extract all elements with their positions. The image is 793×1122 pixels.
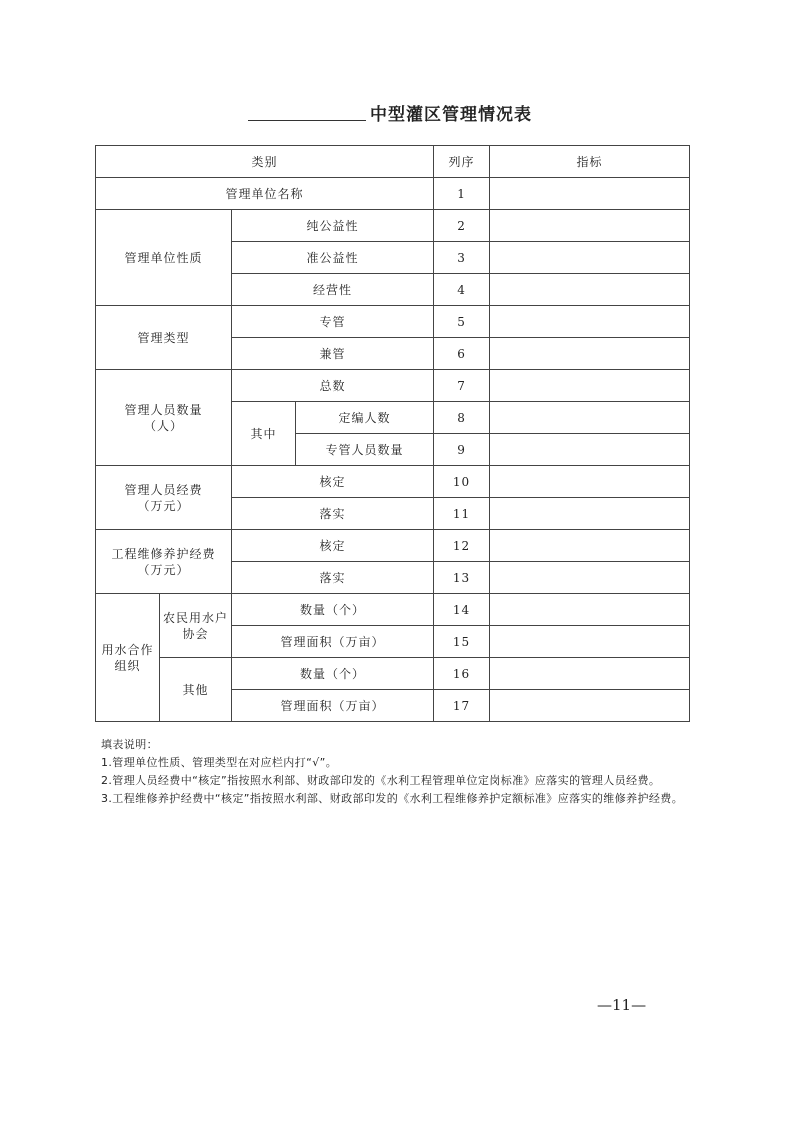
other-org-label: 其他 [160,658,232,722]
unit-nature-label: 管理单位性质 [96,210,232,306]
row-label: 核定 [232,466,434,498]
seq-cell: 6 [434,338,490,370]
table-row [96,658,690,690]
table-row [96,594,690,626]
indicator-cell[interactable] [490,434,690,466]
row-label: 专管人员数量 [296,434,434,466]
seq-cell: 14 [434,594,490,626]
row-label: 核定 [232,530,434,562]
row-label: 总数 [232,370,434,402]
farmer-assoc-label-l2: 协会 [182,626,209,641]
indicator-cell[interactable] [490,178,690,210]
indicator-cell[interactable] [490,274,690,306]
indicator-cell[interactable] [490,338,690,370]
row-label: 专管 [232,306,434,338]
seq-cell: 10 [434,466,490,498]
indicator-cell[interactable] [490,370,690,402]
of-which-label: 其中 [232,402,296,466]
table-header-row [96,146,690,178]
title-blank-line [248,120,366,121]
water-org-label-l1: 用水合作 [101,642,154,657]
table-row [96,530,690,562]
row-label: 定编人数 [296,402,434,434]
seq-cell: 15 [434,626,490,658]
staff-label [96,370,232,466]
unit-name-label: 管理单位名称 [96,178,434,210]
row-label: 纯公益性 [232,210,434,242]
note-item: 3.工程维修养护经费中“核定”指按照水利部、财政部印发的《水利工程维修养护定额标准》应落实的维修养护经费。 [101,792,684,805]
table-row [96,306,690,338]
indicator-cell[interactable] [490,466,690,498]
row-label: 准公益性 [232,242,434,274]
table-row [96,178,690,210]
seq-cell: 7 [434,370,490,402]
page-title: 中型灌区管理情况表 [370,105,532,125]
indicator-cell[interactable] [490,626,690,658]
seq-cell: 16 [434,658,490,690]
maint-funds-label-unit: （万元） [137,562,190,577]
row-label: 管理面积（万亩） [232,626,434,658]
indicator-cell[interactable] [490,402,690,434]
indicator-cell[interactable] [490,242,690,274]
seq-cell: 17 [434,690,490,722]
farmer-assoc-label [160,594,232,658]
staff-funds-label [96,466,232,530]
seq-cell: 12 [434,530,490,562]
seq-cell: 8 [434,402,490,434]
table-row [96,210,690,242]
staff-funds-label-text: 管理人员经费 [124,482,203,497]
maint-funds-label-text: 工程维修养护经费 [111,546,216,561]
seq-cell: 1 [434,178,490,210]
note-item: 2.管理人员经费中“核定”指按照水利部、财政部印发的《水利工程管理单位定岗标准》应落实的管理人员经费。 [101,774,661,787]
indicator-cell[interactable] [490,306,690,338]
header-indicator: 指标 [490,146,690,178]
notes-heading: 填表说明： [101,738,158,751]
staff-label-text: 管理人员数量 [124,402,203,417]
farmer-assoc-label-l1: 农民用水户 [162,610,228,625]
header-seq: 列序 [434,146,490,178]
seq-cell: 4 [434,274,490,306]
row-label: 管理面积（万亩） [232,690,434,722]
seq-cell: 5 [434,306,490,338]
indicator-cell[interactable] [490,498,690,530]
row-label: 落实 [232,562,434,594]
fill-instructions [101,736,761,808]
seq-cell: 9 [434,434,490,466]
seq-cell: 2 [434,210,490,242]
seq-cell: 11 [434,498,490,530]
page-number: —11— [597,996,647,1014]
row-label: 数量（个） [232,658,434,690]
indicator-cell[interactable] [490,658,690,690]
seq-cell: 3 [434,242,490,274]
note-item: 1.管理单位性质、管理类型在对应栏内打“√”。 [101,756,338,769]
seq-cell: 13 [434,562,490,594]
staff-label-unit: （人） [143,418,183,433]
water-org-label [96,594,160,722]
water-org-label-l2: 组织 [114,658,141,673]
indicator-cell[interactable] [490,690,690,722]
row-label: 落实 [232,498,434,530]
row-label: 经营性 [232,274,434,306]
indicator-cell[interactable] [490,210,690,242]
irrigation-management-table [95,145,690,722]
header-category: 类别 [96,146,434,178]
maint-funds-label [96,530,232,594]
table-row [96,370,690,402]
staff-funds-label-unit: （万元） [137,498,190,513]
indicator-cell[interactable] [490,530,690,562]
mgmt-type-label: 管理类型 [96,306,232,370]
row-label: 兼管 [232,338,434,370]
row-label: 数量（个） [232,594,434,626]
indicator-cell[interactable] [490,594,690,626]
table-row [96,466,690,498]
indicator-cell[interactable] [490,562,690,594]
